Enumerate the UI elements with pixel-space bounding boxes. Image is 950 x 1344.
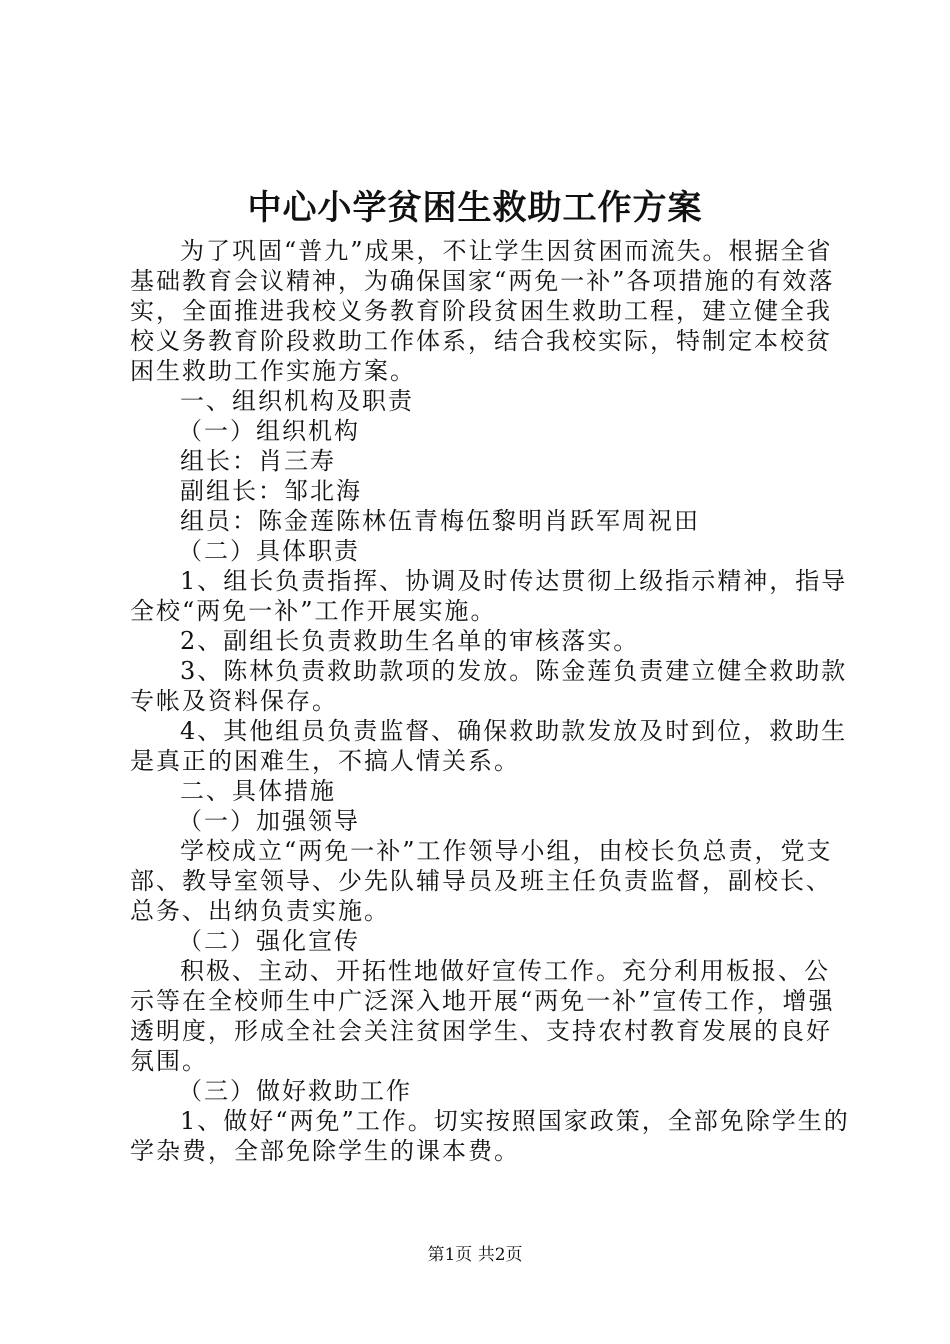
duty-item-1: 1、组长负责指挥、协调及时传达贯彻上级指示精神，指导全校“两免一补”工作开展实施。 [130, 567, 848, 625]
document-title: 中心小学贫困生救助工作方案 [247, 188, 703, 228]
subsection-heading-publicity: （二）强化宣传 [178, 927, 360, 955]
duty-item-4: 4、其他组员负责监督、确保救助款发放及时到位，救助生是真正的困难生，不搞人情关系。 [130, 717, 848, 775]
members-line: 组员：陈金莲陈林伍青梅伍黎明肖跃军周祝田 [180, 507, 700, 535]
leader-line: 组长：肖三寿 [180, 447, 336, 475]
duty-item-3: 3、陈林负责救助款项的发放。陈金莲负责建立健全救助款专帐及资料保存。 [130, 657, 848, 715]
publicity-paragraph: 积极、主动、开拓性地做好宣传工作。充分利用板报、公示等在全校师生中广泛深入地开展“两免一补”宣传工作，增强透明度，形成全社会关注贫困学生、支持农村教育发展的良好氛围。 [130, 957, 835, 1075]
subsection-heading-structure: （一）组织机构 [178, 417, 360, 445]
intro-paragraph: 为了巩固“普九”成果，不让学生因贫困而流失。根据全省基础教育会议精神，为确保国家“两免一补”各项措施的有效落实，全面推进我校义务教育阶段贫困生救助工程，建立健全我校义务教育阶段救助工作体系，结合我校实际，特制定本校贫困生救助工作实施方案。 [130, 237, 835, 385]
leadership-paragraph: 学校成立“两免一补”工作领导小组，由校长负总责，党支部、教导室领导、少先队辅导员及班主任负责监督，副校长、总务、出纳负责实施。 [130, 837, 833, 925]
aid-item-1: 1、做好“两免”工作。切实按照国家政策，全部免除学生的学杂费，全部免除学生的课本费。 [130, 1107, 850, 1165]
page-footer: 第1页 共2页 [427, 1245, 523, 1265]
section-heading-measures: 二、具体措施 [180, 777, 336, 805]
deputy-leader-line: 副组长：邹北海 [180, 477, 362, 505]
subsection-heading-duties: （二）具体职责 [178, 537, 360, 565]
subsection-heading-leadership: （一）加强领导 [178, 807, 360, 835]
duty-item-2: 2、副组长负责救助生名单的审核落实。 [180, 627, 640, 655]
subsection-heading-aid-work: （三）做好救助工作 [178, 1077, 412, 1105]
document-body [130, 236, 850, 1166]
section-heading-organization: 一、组织机构及职责 [180, 387, 414, 415]
